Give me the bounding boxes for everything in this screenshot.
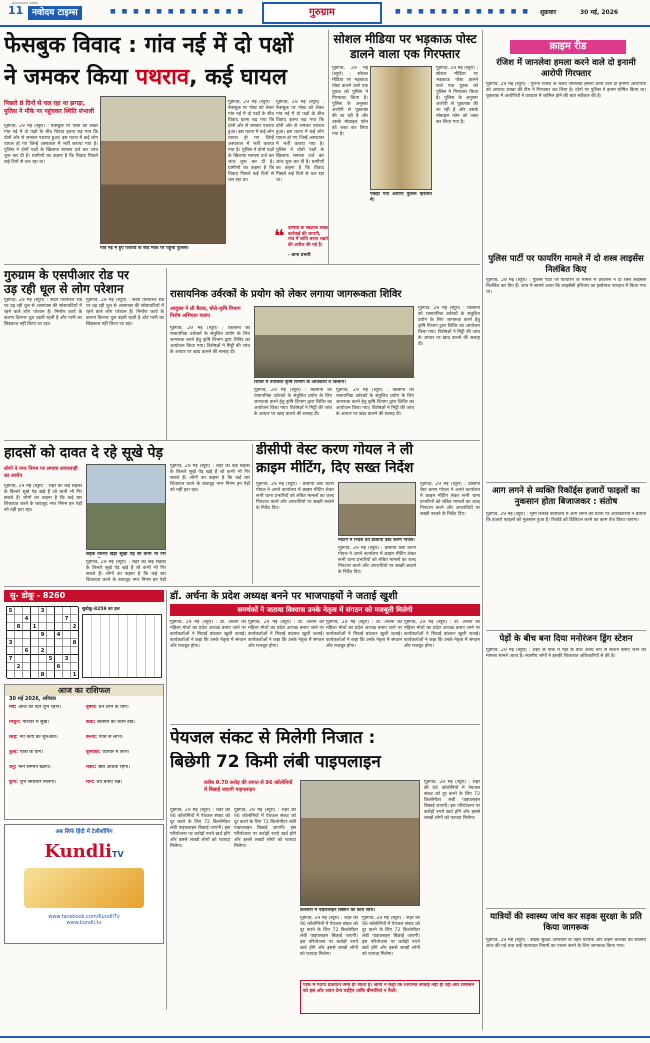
horoscope-list [5, 703, 163, 796]
sudoku-cell: 5 [47, 655, 55, 663]
dcp-headline-2: क्राइम मीटिंग, दिए सख्त निर्देश [256, 460, 414, 476]
sudoku-cell: 9 [39, 631, 47, 639]
sudoku-cell [47, 647, 55, 655]
horoscope-sign-name: धनु: [9, 765, 19, 770]
crime-headline-2: पुलिस पार्टी पर फायरिंग मामले में दो शस्त्र लाइसेंस निलंबित किए [488, 254, 644, 275]
sudoku-cell [71, 631, 79, 639]
horoscope-sign-text: धैर्य बनाए रखें। [96, 780, 123, 785]
masthead-small-label: NAVODAYA TIMES [12, 1, 39, 5]
archana-subhead-bar [170, 604, 480, 616]
sudoku-cell: 8 [39, 671, 47, 679]
horoscope-sign-name: कुंभ: [9, 780, 20, 785]
encroach-body-3: गुड़गांव, 29 मई (ब्यूरो) : सड़क सुरक्षा अभियान के तहत यात्रियों और वाहन चालकों की स्वास्थ्य जांच की गई तथा उन्हें यातायात नियमों का पालन करने के लिए जागरूक किया गया। [486, 938, 646, 949]
lead-headline-2c: , कई घायल [189, 65, 287, 90]
horoscope-sign-text: मित्रों से लाभ। [98, 735, 123, 740]
horoscope-sign-text: खर्च अधिक रहेगा। [98, 765, 130, 770]
masthead-section: गुरुग्राम [309, 7, 335, 18]
sudoku-cell: 6 [23, 647, 31, 655]
horoscope-title: आज का राशिफल [5, 685, 163, 696]
water-headline-2: बिछेगी 72 किमी लंबी पाइपलाइन [170, 752, 381, 772]
sudoku-cell [15, 631, 23, 639]
archana-body-col2: गुड़गांव, 29 मई (ब्यूरो) : डॉ. अर्चना को महिला मोर्चा का प्रदेश अध्यक्ष बनाए जाने पर कार्यकर्ताओं ने मिठाई बांटकर खुशी जताई। कार्यकर्ताओं ने कहा कि उनके नेतृत्व में संगठन और मजबूत होगा। [248, 620, 324, 649]
horoscope-sign-text: धन लाभ के योग। [98, 705, 129, 710]
lead-headline-1: फेसबुक विवाद : गांव नई में दो पक्षों [4, 33, 294, 58]
encroach-body: गुड़गांव, 29 मई (ब्यूरो) : भूमि रिकॉर्ड कार्यालय में आग लगने की घटना पर अधिकारियों ने बताया कि हजारों फाइलों को नुकसान हुआ है। रिकॉर्ड को डिजिटल करने का काम तेज किया जाएगा। [486, 512, 646, 523]
sudoku-cell: 1 [31, 623, 39, 631]
horoscope-sign-name: मकर: [86, 765, 99, 770]
sudoku-cell: 3 [63, 655, 71, 663]
sudoku-cell: 2 [15, 663, 23, 671]
sudoku-cell [71, 655, 79, 663]
sudoku-cell [15, 615, 23, 623]
sudoku-cell [31, 655, 39, 663]
sudoku-cell [55, 623, 63, 631]
horoscope-sign-text: नए कार्य की शुरुआत। [19, 735, 58, 740]
lead-headline-2a: ने जमकर किया [4, 65, 136, 90]
fertilizer-headline: रासायनिक उर्वरकों के प्रयोग को लेकर लगाया जागरूकता शिविर [170, 289, 402, 300]
sudoku-cell [23, 623, 31, 631]
sudoku-cell [23, 631, 31, 639]
sudoku-grid [6, 606, 78, 678]
horoscope-sign-text: शुभ समाचार मिलेगा। [19, 780, 57, 785]
lead-headline-2b: पथराव [135, 65, 190, 90]
accidents-body-col2: गुड़गांव, 29 मई (ब्यूरो) : शहर की कई सड़कों के किनारे सूखे पेड़ खड़े हैं जो कभी भी गिर सकते हैं। लोगों का कहना है कि कई बार शिकायत करने के बावजूद नगर निगम इन पेड़ों [86, 560, 166, 582]
horoscope-sign [9, 705, 82, 719]
sudoku-cell: 2 [39, 647, 47, 655]
lead-subhead: पिछले 8 दिनों से चल रहा था झगड़ा, पुलिस ने मौके पर पहुंचकर स्थिति संभाली [4, 100, 95, 115]
fertilizer-body-col4: गुड़गांव, 29 मई (ब्यूरो) : किसानों को रासायनिक उर्वरकों के संतुलित प्रयोग के लिए जागरूक करने हेतु कृषि विभाग द्वारा शिविर का आयोजन किया गया। विशेषज्ञों ने मिट्टी की जांच के आधार पर खाद डालने की सलाह दी। [418, 306, 480, 347]
sudoku-cell: 4 [55, 631, 63, 639]
spr-body-col2: गुड़गांव, 29 मई (ब्यूरो) : सदर्न पेरिफेरल रोड पर उड़ रही धूल से आसपास की सोसायटियों में रहने वाले लोग परेशान हैं। निर्माण कार्य के कारण दिनभर धूल उड़ती रहती है और पानी का छिड़काव नहीं किया जा रहा। [86, 298, 164, 327]
horoscope-sign-name: मिथुन: [9, 720, 23, 725]
horoscope-sign-name: कन्या: [86, 735, 99, 740]
horoscope-sign-text: स्वास्थ्य का ध्यान रखें। [96, 720, 135, 725]
sudoku-cell [23, 607, 31, 615]
horoscope-date: 30 मई 2026, शनिवार [9, 696, 57, 702]
spr-headline-1: गुरुग्राम के एसपीआर रोड पर [4, 268, 129, 282]
sudoku-cell [31, 615, 39, 623]
masthead-ticker-right: ■ ■ ■ ■ ■ ■ ■ ■ ■ ■ ■ ■ [395, 8, 531, 15]
sudoku-cell [7, 671, 15, 679]
masthead-date: 30 मई, 2026 [580, 9, 619, 16]
sudoku-cell [7, 663, 15, 671]
accidents-photo [86, 464, 166, 550]
sudoku-cell [47, 607, 55, 615]
ad-box [4, 824, 164, 944]
horoscope-sign-name: मेष: [9, 705, 19, 710]
water-photo [300, 780, 420, 906]
sudoku-cell [31, 639, 39, 647]
sudoku-cell [55, 671, 63, 679]
horoscope-sign [86, 765, 159, 779]
lead-body-col3: गुड़गांव, 29 मई (ब्यूरो) : फेसबुक पर पोस्ट को लेकर गांव नई में दो पक्षों के बीच विवाद इतना बढ़ गया कि दोनों ओर से जमकर पथराव हुआ। इस घटना में कई लोग घायल हो गए जिन्हें अस्पताल में भर्ती कराया गया है। पुलिस ने दोनों पक्षों के खिलाफ मामला दर्ज कर जांच शुरू कर दी है। ग्रामीणों का कहना है कि विवाद पिछले कई दिनों से चल रहा था। [276, 100, 324, 183]
water-body-col1: गुड़गांव, 29 मई (ब्यूरो) : शहर की 96 कॉलोनियों में पेयजल संकट को दूर करने के लिए 72 किलोमीटर लंबी पाइपलाइन बिछाई जाएगी। इस परियोजना पर करोड़ों रुपये खर्च होंगे और इससे लाखों लोगों को फायदा मिलेगा। [170, 808, 230, 849]
sudoku-cell [47, 639, 55, 647]
horoscope-sign-name: मीन: [86, 780, 97, 785]
horoscope-sign-name: तुला: [9, 750, 20, 755]
sudoku-cell: 3 [39, 607, 47, 615]
sudoku-cell [31, 663, 39, 671]
horoscope-sign-name: वृश्चिक: [86, 750, 103, 755]
sudoku-cell [23, 671, 31, 679]
social-body-col1: गुड़गांव, 29 मई (ब्यूरो) : सोशल मीडिया पर भड़काऊ पोस्ट डालने वाले एक युवक को पुलिस ने गिरफ्तार किया है। पुलिस के अनुसार आरोपी से पूछताछ की जा रही है और उसके मोबाइल फोन को जब्त कर लिया गया है। [332, 66, 368, 137]
dcp-body-col3: गुड़गांव, 29 मई (ब्यूरो) : डीसीपी वेस्ट करण गोयल ने अपने कार्यालय में क्राइम मीटिंग लेकर सभी थाना प्रभारियों को लंबित मामलों का जल्द निपटारा करने और अपराधियों पर सख्ती बरतने के निर्देश दिए। [420, 482, 480, 517]
sudoku-title-bar [4, 590, 164, 602]
sudoku-cell [71, 615, 79, 623]
horoscope-sign [86, 720, 159, 734]
sudoku-cell: 2 [71, 623, 79, 631]
crime-badge: क्राइम रीड [510, 40, 626, 54]
horoscope-sign-name: वृषभ: [86, 705, 99, 710]
fertilizer-body-col1: गुड़गांव, 29 मई (ब्यूरो) : किसानों को रासायनिक उर्वरकों के संतुलित प्रयोग के लिए जागरूक करने हेतु कृषि विभाग द्वारा शिविर का आयोजन किया गया। विशेषज्ञों ने मिट्टी की जांच के आधार पर खाद डालने की सलाह दी। [170, 326, 250, 355]
horoscope-sign-name: कर्क: [86, 720, 97, 725]
sudoku-cell: 5 [7, 607, 15, 615]
sudoku-cell [39, 623, 47, 631]
horoscope-sign-text: मान सम्मान बढ़ेगा। [18, 765, 51, 770]
horoscope-sign [86, 735, 159, 749]
sudoku-cell [55, 639, 63, 647]
water-body-col4: गुड़गांव, 29 मई (ब्यूरो) : शहर की 96 कॉलोनियों में पेयजल संकट को दूर करने के लिए 72 किलोमीटर लंबी पाइपलाइन बिछाई जाएगी। इस परियोजना पर करोड़ों रुपये खर्च होंगे और इससे लाखों लोगों को फायदा मिलेगा। [362, 916, 420, 957]
ad-text-1: अब सिर्फ हिंदी में टेलीशॉपिंग [55, 829, 113, 835]
sudoku-cell: 7 [63, 615, 71, 623]
sudoku-cell: 3 [7, 639, 15, 647]
encroach-headline-3: यात्रियों की स्वास्थ्य जांच कर सड़क सुरक्षा के प्रति किया जागरूक [490, 912, 642, 933]
sudoku-cell [15, 639, 23, 647]
lead-quote: दोषियों के खिलाफ सख्त कार्रवाई की जाएगी, गांव में शांति बनाए रखने की अपील की गई है। [288, 226, 328, 248]
ad-brand-suffix: TV [112, 850, 124, 859]
sudoku-cell [63, 639, 71, 647]
water-body-col3: गुड़गांव, 29 मई (ब्यूरो) : शहर की 96 कॉलोनियों में पेयजल संकट को दूर करने के लिए 72 किलोमीटर लंबी पाइपलाइन बिछाई जाएगी। इस परियोजना पर करोड़ों रुपये खर्च होंगे और इससे लाखों लोगों को फायदा मिलेगा। [300, 916, 358, 957]
dcp-body-col2: गुड़गांव, 29 मई (ब्यूरो) : डीसीपी वेस्ट करण गोयल ने अपने कार्यालय में क्राइम मीटिंग लेकर सभी थाना प्रभारियों को लंबित मामलों का जल्द निपटारा करने और अपराधियों पर सख्ती बरतने के निर्देश दिए। [338, 546, 416, 575]
ad-website[interactable]: www.facebook.com/KundliTv [48, 914, 120, 920]
horoscope-sign [9, 750, 82, 764]
fertilizer-body-col3: गुड़गांव, 29 मई (ब्यूरो) : किसानों को रासायनिक उर्वरकों के संतुलित प्रयोग के लिए जागरूक करने हेतु कृषि विभाग द्वारा शिविर का आयोजन किया गया। विशेषज्ञों ने मिट्टी की जांच के आधार पर खाद डालने की सलाह दी। [336, 388, 414, 417]
sudoku-cell [47, 615, 55, 623]
horoscope-box [4, 684, 164, 820]
horoscope-sign [9, 765, 82, 779]
water-photo-caption: कॉलोनी में पाइपलाइन बिछाने का कार्य जारी। [300, 908, 376, 913]
sudoku-cell: 7 [7, 655, 15, 663]
social-body-col2: गुड़गांव, 29 मई (ब्यूरो) : सोशल मीडिया पर भड़काऊ पोस्ट डालने वाले एक युवक को पुलिस ने गिरफ्तार किया है। पुलिस के अनुसार आरोपी से पूछताछ की जा रही है और उसके मोबाइल फोन को जब्त कर लिया गया है। [436, 66, 478, 125]
horoscope-sign [9, 735, 82, 749]
crime-headline: रंजिश में जानलेवा हमला करने वाले दो इनामी आरोपी गिरफ्तार [496, 58, 636, 79]
sudoku-cell [39, 615, 47, 623]
ad-brand: Kundli [44, 841, 113, 862]
sudoku-answer-label: सुडोकू-8259 का हल [82, 607, 120, 612]
masthead-ticker-left: ■ ■ ■ ■ ■ ■ ■ ■ ■ ■ ■ ■ [110, 8, 246, 15]
social-photo-caption: पकड़ा गया आरोपी पुलिस हिरासत में। [370, 192, 432, 203]
sudoku-cell [63, 607, 71, 615]
dcp-headline-1: डीसीपी वेस्ट करण गोयल ने ली [256, 442, 414, 458]
lead-quote-mark: ❝ [274, 226, 285, 247]
fertilizer-photo [254, 306, 414, 378]
lead-body-col1: गुड़गांव, 29 मई (ब्यूरो) : फेसबुक पर पोस्ट को लेकर गांव नई में दो पक्षों के बीच विवाद इतना बढ़ गया कि दोनों ओर से जमकर पथराव हुआ। इस घटना में कई लोग घायल हो गए जिन्हें अस्पताल में भर्ती कराया गया है। पुलिस ने दोनों पक्षों के खिलाफ मामला दर्ज कर जांच शुरू कर दी है। ग्रामीणों का कहना है कि विवाद पिछले कई दिनों से चल रहा था। [4, 124, 98, 165]
sudoku-cell [15, 607, 23, 615]
water-body-col5: गुड़गांव, 29 मई (ब्यूरो) : शहर की 96 कॉलोनियों में पेयजल संकट को दूर करने के लिए 72 किलोमीटर लंबी पाइपलाइन बिछाई जाएगी। इस परियोजना पर करोड़ों रुपये खर्च होंगे और इससे लाखों लोगों को फायदा मिलेगा। [424, 780, 480, 821]
masthead [0, 0, 650, 26]
archana-body-col1: गुड़गांव, 29 मई (ब्यूरो) : डॉ. अर्चना को महिला मोर्चा का प्रदेश अध्यक्ष बनाए जाने पर कार्यकर्ताओं ने मिठाई बांटकर खुशी जताई। कार्यकर्ताओं ने कहा कि उनके नेतृत्व में संगठन और मजबूत होगा। [170, 620, 246, 649]
lead-quote-by: - थाना प्रभारी [288, 253, 311, 258]
encroach-body-2: गुड़गांव, 29 मई (ब्यूरो) : शहर के पार्क में पेड़ों के बीच अवैध रूप से स्टेशन बनाए जाने का मामला सामने आया है। स्थानीय लोगों ने इसकी शिकायत अधिकारियों से की है। [486, 648, 646, 659]
sudoku-cell: 4 [23, 615, 31, 623]
ad-phone[interactable]: www.kundli.tv [66, 920, 102, 926]
water-body-col2: गुड़गांव, 29 मई (ब्यूरो) : शहर की 96 कॉलोनियों में पेयजल संकट को दूर करने के लिए 72 किलोमीटर लंबी पाइपलाइन बिछाई जाएगी। इस परियोजना पर करोड़ों रुपये खर्च होंगे और इससे लाखों लोगों को फायदा मिलेगा। [234, 808, 296, 849]
masthead-rule [0, 25, 650, 27]
sudoku-cell [7, 647, 15, 655]
lead-photo-caption: गांव नई में हुए पथराव के बाद मौके पर पहुंची पुलिस। [100, 246, 189, 251]
sudoku-cell [55, 647, 63, 655]
ad-image [24, 868, 144, 908]
accidents-body-col1: गुड़गांव, 29 मई (ब्यूरो) : शहर की कई सड़कों के किनारे सूखे पेड़ खड़े हैं जो कभी भी गिर सकते हैं। लोगों का कहना है कि कई बार शिकायत करने के बावजूद नगर निगम इन पेड़ों को नहीं हटा रहा। [4, 484, 82, 513]
fertilizer-body-col2: गुड़गांव, 29 मई (ब्यूरो) : किसानों को रासायनिक उर्वरकों के संतुलित प्रयोग के लिए जागरूक करने हेतु कृषि विभाग द्वारा शिविर का आयोजन किया गया। विशेषज्ञों ने मिट्टी की जांच के आधार पर खाद डालने की सलाह दी। [254, 388, 332, 417]
sudoku-cell [15, 647, 23, 655]
sudoku-cell [71, 607, 79, 615]
archana-subhead: समर्थकों ने जताया विश्वास उनके नेतृत्व में संगठन को मजबूती मिलेगी [237, 606, 413, 614]
dcp-photo [338, 482, 416, 536]
sudoku-cell [7, 631, 15, 639]
crime-body: गुड़गांव, 29 मई (ब्यूरो) : पुरानी रंजिश के चलते जानलेवा हमला करने वाले दो इनामी आरोपियों को अपराध शाखा की टीम ने गिरफ्तार कर लिया है। दोनों पर पुलिस ने इनाम घोषित किया था। पूछताछ में आरोपियों ने वारदात में शामिल होने की बात स्वीकार की है। [486, 82, 646, 99]
sudoku-cell: 8 [71, 639, 79, 647]
encroach-headline-2: पेड़ों के बीच बना दिया मनोरंजन ड्रिंग स्टेशन [499, 634, 633, 644]
sudoku-cell: 8 [15, 623, 23, 631]
accidents-subhead: लोगों ने नगर निगम पर लगाया लापरवाही का आरोप [4, 466, 78, 479]
sudoku-cell [23, 639, 31, 647]
sudoku-cell [55, 655, 63, 663]
sudoku-cell [63, 671, 71, 679]
social-headline: सोशल मीडिया पर भड़काऊ पोस्ट डालने वाला एक गिरफ्तार [333, 32, 477, 61]
footer-boxed-text: पार्क में गंदगी प्रतिदिन जमा हो जाती है। लोगों ने कहा कि नियमित सफाई नहीं हो रही और प्रशासन को इस ओर ध्यान देना चाहिए ताकि बीमारियां न फैलें। [303, 983, 475, 994]
sudoku-cell [47, 663, 55, 671]
water-headline-1: पेयजल संकट से मिलेगी निजात : [170, 728, 376, 748]
accidents-photo-caption: सड़क किनारे खड़ा सूखा पेड़ जो कभी भी गिर [86, 552, 166, 557]
sudoku-cell [47, 623, 55, 631]
sudoku-cell [31, 631, 39, 639]
horoscope-sign [86, 750, 159, 764]
sudoku-cell [55, 615, 63, 623]
masthead-paper-name: नवोदय टाइम्स [28, 6, 82, 20]
horoscope-sign [9, 720, 82, 734]
crime-body-2: गुड़गांव, 29 मई (ब्यूरो) : पुलिस पार्टी पर फायरिंग के मामले में प्रशासन ने दो शस्त्र लाइसेंस निलंबित कर दिए हैं। जांच में सामने आया कि लाइसेंसी हथियार का इस्तेमाल वारदात में किया गया था। [486, 278, 646, 295]
sudoku-cell [71, 647, 79, 655]
sudoku-cell [39, 639, 47, 647]
archana-body-col3: गुड़गांव, 29 मई (ब्यूरो) : डॉ. अर्चना को महिला मोर्चा का प्रदेश अध्यक्ष बनाए जाने पर कार्यकर्ताओं ने मिठाई बांटकर खुशी जताई। कार्यकर्ताओं ने कहा कि उनके नेतृत्व में संगठन और मजबूत होगा। [326, 620, 402, 649]
sudoku-cell [47, 631, 55, 639]
sudoku-cell [39, 655, 47, 663]
sudoku-cell [31, 671, 39, 679]
sudoku-cell [71, 663, 79, 671]
sudoku-cell [63, 631, 71, 639]
sudoku-title: सु- डोकू - 8260 [10, 591, 66, 600]
spr-headline-2: उड़ रही धूल से लोग परेशान [4, 282, 124, 296]
horoscope-sign-text: आज का दिन शुभ रहेगा। [18, 705, 62, 710]
social-photo [370, 66, 432, 190]
sudoku-cell: 1 [71, 671, 79, 679]
sudoku-answer-grid [82, 614, 162, 678]
sudoku-cell [15, 655, 23, 663]
sudoku-cell [63, 623, 71, 631]
archana-body-col4: गुड़गांव, 29 मई (ब्यूरो) : डॉ. अर्चना को महिला मोर्चा का प्रदेश अध्यक्ष बनाए जाने पर कार्यकर्ताओं ने मिठाई बांटकर खुशी जताई। कार्यकर्ताओं ने कहा कि उनके नेतृत्व में संगठन और मजबूत होगा। [404, 620, 480, 649]
dcp-photo-caption: मीटिंग में निर्देश देते डीसीपी वेस्ट करण गोयल। [338, 538, 415, 543]
sudoku-cell [31, 647, 39, 655]
sudoku-cell [55, 607, 63, 615]
horoscope-sign-text: व्यापार में लाभ। [102, 750, 130, 755]
sudoku-cell [63, 647, 71, 655]
fertilizer-subhead: आयुक्त ने ली बैठक, बोले-कृषि विभाग विशेष अभियान चलाए [170, 306, 241, 319]
sudoku-cell [31, 607, 39, 615]
sudoku-cell [15, 671, 23, 679]
horoscope-sign [86, 780, 159, 794]
horoscope-sign [9, 780, 82, 794]
accidents-body-col3: गुड़गांव, 29 मई (ब्यूरो) : शहर की कई सड़कों के किनारे सूखे पेड़ खड़े हैं जो कभी भी गिर सकते हैं। लोगों का कहना है कि कई बार शिकायत करने के बावजूद नगर निगम इन पेड़ों को नहीं हटा रहा। [170, 464, 250, 493]
masthead-day: शुक्रवार [540, 9, 557, 16]
lead-body-col2: गुड़गांव, 29 मई (ब्यूरो) : फेसबुक पर पोस्ट को लेकर गांव नई में दो पक्षों के बीच विवाद इतना बढ़ गया कि दोनों ओर से जमकर पथराव हुआ। इस घटना में कई लोग घायल हो गए जिन्हें अस्पताल में भर्ती कराया गया है। पुलिस ने दोनों पक्षों के खिलाफ मामला दर्ज कर जांच शुरू कर दी है। ग्रामीणों का कहना है कि विवाद पिछले कई दिनों से चल रहा था। [228, 100, 274, 183]
horoscope-sign-name: सिंह: [9, 735, 20, 740]
sudoku-cell: 6 [55, 663, 63, 671]
sudoku-cell [23, 655, 31, 663]
lead-headline-2 [4, 64, 324, 92]
sudoku-cell [47, 671, 55, 679]
lead-photo [100, 96, 226, 244]
water-subhead: करीब 0.70 करोड़ की लागत से 96 कॉलोनियों में बिछाई जाएगी पाइपलाइन [204, 780, 293, 793]
masthead-section-box [262, 2, 382, 24]
sudoku-cell [39, 663, 47, 671]
ad-logo [5, 841, 163, 862]
fertilizer-photo-caption: शिविर में उपस्थित कृषि विभाग के अधिकारी व किसान। [254, 380, 346, 385]
horoscope-sign-text: परिवार में सुख। [22, 720, 50, 725]
archana-headline: डॉ. अर्चना के प्रदेश अध्यक्ष बनने पर भाजपाइयों ने जताई खुशी [170, 591, 398, 602]
horoscope-sign [86, 705, 159, 719]
footer-boxed [300, 980, 480, 1014]
sudoku-cell [23, 663, 31, 671]
spr-body-col1: गुड़गांव, 29 मई (ब्यूरो) : सदर्न पेरिफेरल रोड पर उड़ रही धूल से आसपास की सोसायटियों में रहने वाले लोग परेशान हैं। निर्माण कार्य के कारण दिनभर धूल उड़ती रहती है और पानी का छिड़काव नहीं किया जा रहा। [4, 298, 82, 327]
encroach-headline: आग लगने से व्यक्ति रिकॉर्ड्स हजारों फाइलों का नुकसान होता बिजाजकर : संतोष [492, 486, 640, 507]
sudoku-cell [7, 615, 15, 623]
masthead-page-no: 11 [8, 4, 24, 17]
sudoku-cell [7, 623, 15, 631]
sudoku-cell [63, 663, 71, 671]
accidents-headline: हादसों को दावत दे रहे सूखे पेड़ [4, 445, 163, 461]
dcp-body-col1: गुड़गांव, 29 मई (ब्यूरो) : डीसीपी वेस्ट करण गोयल ने अपने कार्यालय में क्राइम मीटिंग लेकर सभी थाना प्रभारियों को लंबित मामलों का जल्द निपटारा करने और अपराधियों पर सख्ती बरतने के निर्देश दिए। [256, 482, 334, 511]
horoscope-sign-text: यात्रा के योग। [19, 750, 44, 755]
